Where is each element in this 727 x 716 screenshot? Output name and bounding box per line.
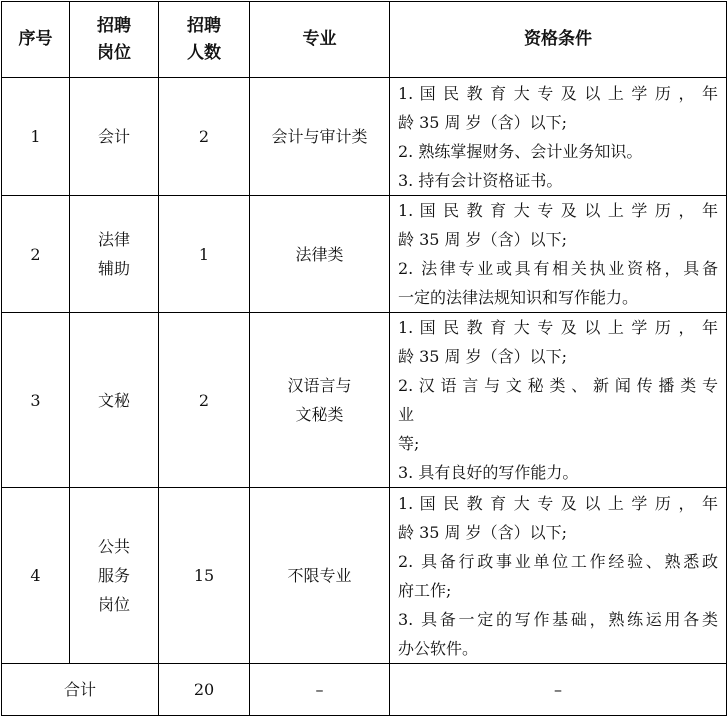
header-count-line2: 人数 [187, 42, 221, 63]
row-position [70, 78, 159, 196]
header-count-line1: 招聘 [187, 15, 221, 36]
row-count: 1 [159, 196, 250, 313]
requirement-line: 2. 熟练掌握财务、会计业务知识。 [398, 141, 643, 161]
row-seq: 2 [2, 196, 70, 313]
row-position-line: 法律 [97, 230, 130, 249]
requirement-line: 3. 持有会计资格证书。 [398, 170, 563, 190]
header-requirements: 资格条件 [390, 2, 727, 78]
row-seq: 3 [2, 313, 70, 488]
total-count: 20 [159, 664, 250, 716]
requirement-line: 龄 35 周 岁（含）以下; [398, 230, 568, 249]
row-count: 2 [159, 78, 250, 196]
header-position-line2: 岗位 [97, 42, 131, 63]
requirement-line: 一定的法律法规知识和写作能力。 [398, 288, 639, 307]
requirement-line: 2. 法律专业或具有相关执业资格，具备 [398, 259, 718, 278]
row-major-line: 会计与审计类 [271, 127, 368, 146]
table-row [2, 196, 727, 313]
requirement-line: 3. 具有良好的写作能力。 [398, 463, 579, 482]
row-major [250, 313, 390, 488]
requirement-line: 2. 具备行政事业单位工作经验、熟悉政 [398, 551, 718, 571]
table-row [2, 313, 727, 488]
requirement-line: 1. 国 民 教 育 大 专 及 以 上 学 历 ， 年 [398, 83, 718, 103]
recruitment-table [1, 1, 727, 716]
requirement-line: 1. 国 民 教 育 大 专 及 以 上 学 历 ， 年 [398, 318, 718, 337]
requirement-line: 龄 35 周 岁（含）以下; [398, 522, 568, 542]
requirement-line: 2. 汉 语 言 与 文 秘 类 、 新 闻 传 播 类 专 业 [398, 376, 718, 424]
row-major-line: 文秘类 [295, 405, 344, 424]
row-requirements [390, 78, 727, 196]
row-seq: 1 [2, 78, 70, 196]
row-requirements [390, 196, 727, 313]
table-row [2, 78, 727, 196]
header-major: 专业 [250, 2, 390, 78]
row-position-line: 会计 [97, 127, 130, 146]
row-major-line: 不限专业 [287, 566, 352, 585]
row-position [70, 488, 159, 664]
header-position [70, 2, 159, 78]
total-major: – [250, 664, 390, 716]
row-major-line: 法律类 [295, 244, 344, 264]
row-position-line: 岗位 [97, 595, 130, 614]
requirement-line: 等; [398, 434, 420, 453]
header-seq: 序号 [2, 2, 70, 78]
row-major-line: 汉语言与 [287, 376, 352, 395]
requirement-line: 1. 国 民 教 育 大 专 及 以 上 学 历 ， 年 [398, 201, 718, 220]
row-major [250, 78, 390, 196]
row-requirements [390, 313, 727, 488]
row-count: 15 [159, 488, 250, 664]
row-position-line: 公共 [97, 537, 130, 556]
requirement-line: 龄 35 周 岁（含）以下; [398, 112, 568, 132]
header-position-line1: 招聘 [97, 15, 131, 36]
requirement-line: 1. 国 民 教 育 大 专 及 以 上 学 历 ， 年 [398, 493, 718, 513]
total-row [2, 664, 727, 716]
row-count: 2 [159, 313, 250, 488]
header-count [159, 2, 250, 78]
row-major [250, 196, 390, 313]
requirement-line: 办公软件。 [398, 638, 479, 658]
row-major [250, 488, 390, 664]
requirement-line: 府工作; [398, 580, 452, 600]
requirement-line: 龄 35 周 岁（含）以下; [398, 347, 568, 366]
row-position-line: 文秘 [97, 390, 130, 410]
header-row [2, 2, 727, 78]
total-label: 合计 [2, 664, 159, 716]
total-requirements: – [390, 664, 727, 716]
table-row [2, 488, 727, 664]
row-position-line: 辅助 [97, 259, 130, 278]
requirement-line: 3. 具备一定的写作基础，熟练运用各类 [398, 609, 718, 629]
row-requirements [390, 488, 727, 664]
row-position-line: 服务 [97, 566, 130, 585]
row-seq: 4 [2, 488, 70, 664]
row-position [70, 313, 159, 488]
row-position [70, 196, 159, 313]
